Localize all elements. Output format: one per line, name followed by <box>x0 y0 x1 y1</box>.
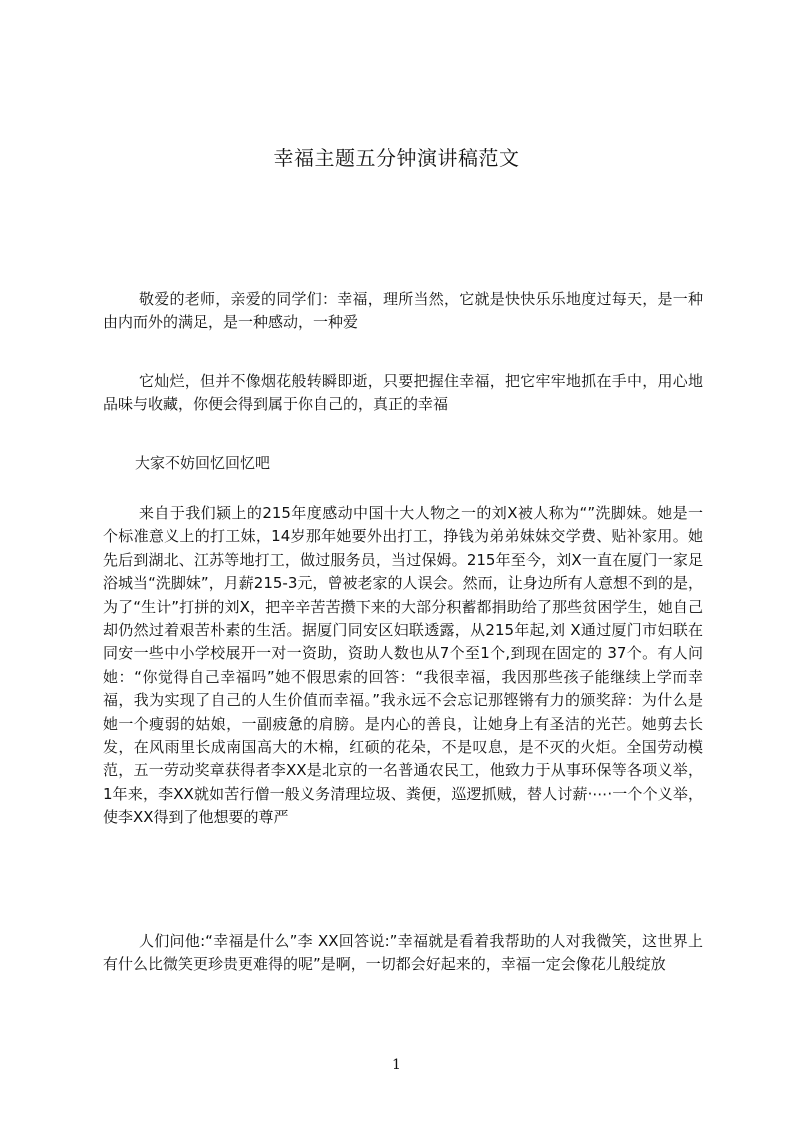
paragraph-greeting: 敬爱的老师，亲爱的同学们：幸福，理所当然，它就是快快乐乐地度过每天，是一种由内而外的满足，是一种感动，一种爱 <box>103 290 703 332</box>
page-number: 1 <box>392 1057 401 1073</box>
paragraph-story: 来自于我们颍上的215年度感动中国十大人物之一的刘X被人称为“”洗脚妹。她是一个标准意义上的打工妹，14岁那年她要外出打工，挣钱为弟弟妹妹交学费、贴补家用。她先后到湖北、江苏等地打工，做过服务员，当过保姆。215年至今，刘X一直在厦门一家足浴城当“洗脚妹”，月薪215-3元，曾被老家的人误会。然而，让身边所有人意想不到的是，为了“生计”打拼的刘X，把辛辛苦苦攒下来的大部分积蓄都捐助给了那些贫困学生，她自己却仍然过着艰苦朴素的生活。据厦门同安区妇联透露，从215年起,刘 X通过厦门市妇联在同安一些中小学校展开一对一资助，资助人数也从7个至1个,到现在固定的 37个。有人问她：“你觉得自己幸福吗”她不假思索的回答：“我很幸福，我因那些孩子能继续上学而幸福，我为实现了自己的人生价值而幸福。”我永远不会忘记那铿锵有力的颁奖辞：为什么是她一个瘦弱的姑娘，一副疲惫的肩膀。是内心的善良，让她身上有圣洁的光芒。她剪去长发，在风雨里长成南国高大的木棉，红硕的花朵，不是叹息，是不灭的火炬。全国劳动模范，五一劳动奖章获得者李XX是北京的一名普通农民工，他致力于从事环保等各项义举，1年来，李XX就如苦行僧一般义务清理垃圾、粪便，巡逻抓贼，替人讨薪·⋯·一个个义举，使李XX得到了他想要的尊严 <box>103 504 703 827</box>
paragraph-splendor: 它灿烂，但并不像烟花般转瞬即逝，只要把握住幸福，把它牢牢地抓在手中，用心地品味与收藏，你便会得到属于你自己的，真正的幸福 <box>103 372 703 414</box>
paragraph-conclusion: 人们问他:“幸福是什么”李 XX回答说:”幸福就是看着我帮助的人对我微笑，这世界上有什么比微笑更珍贵更难得的呢”是啊，一切都会好起来的，幸福一定会像花儿般绽放 <box>103 932 703 974</box>
paragraph-recall: 大家不妨回忆回忆吧 <box>135 454 271 472</box>
document-title: 幸福主题五分钟演讲稿范文 <box>273 146 520 170</box>
